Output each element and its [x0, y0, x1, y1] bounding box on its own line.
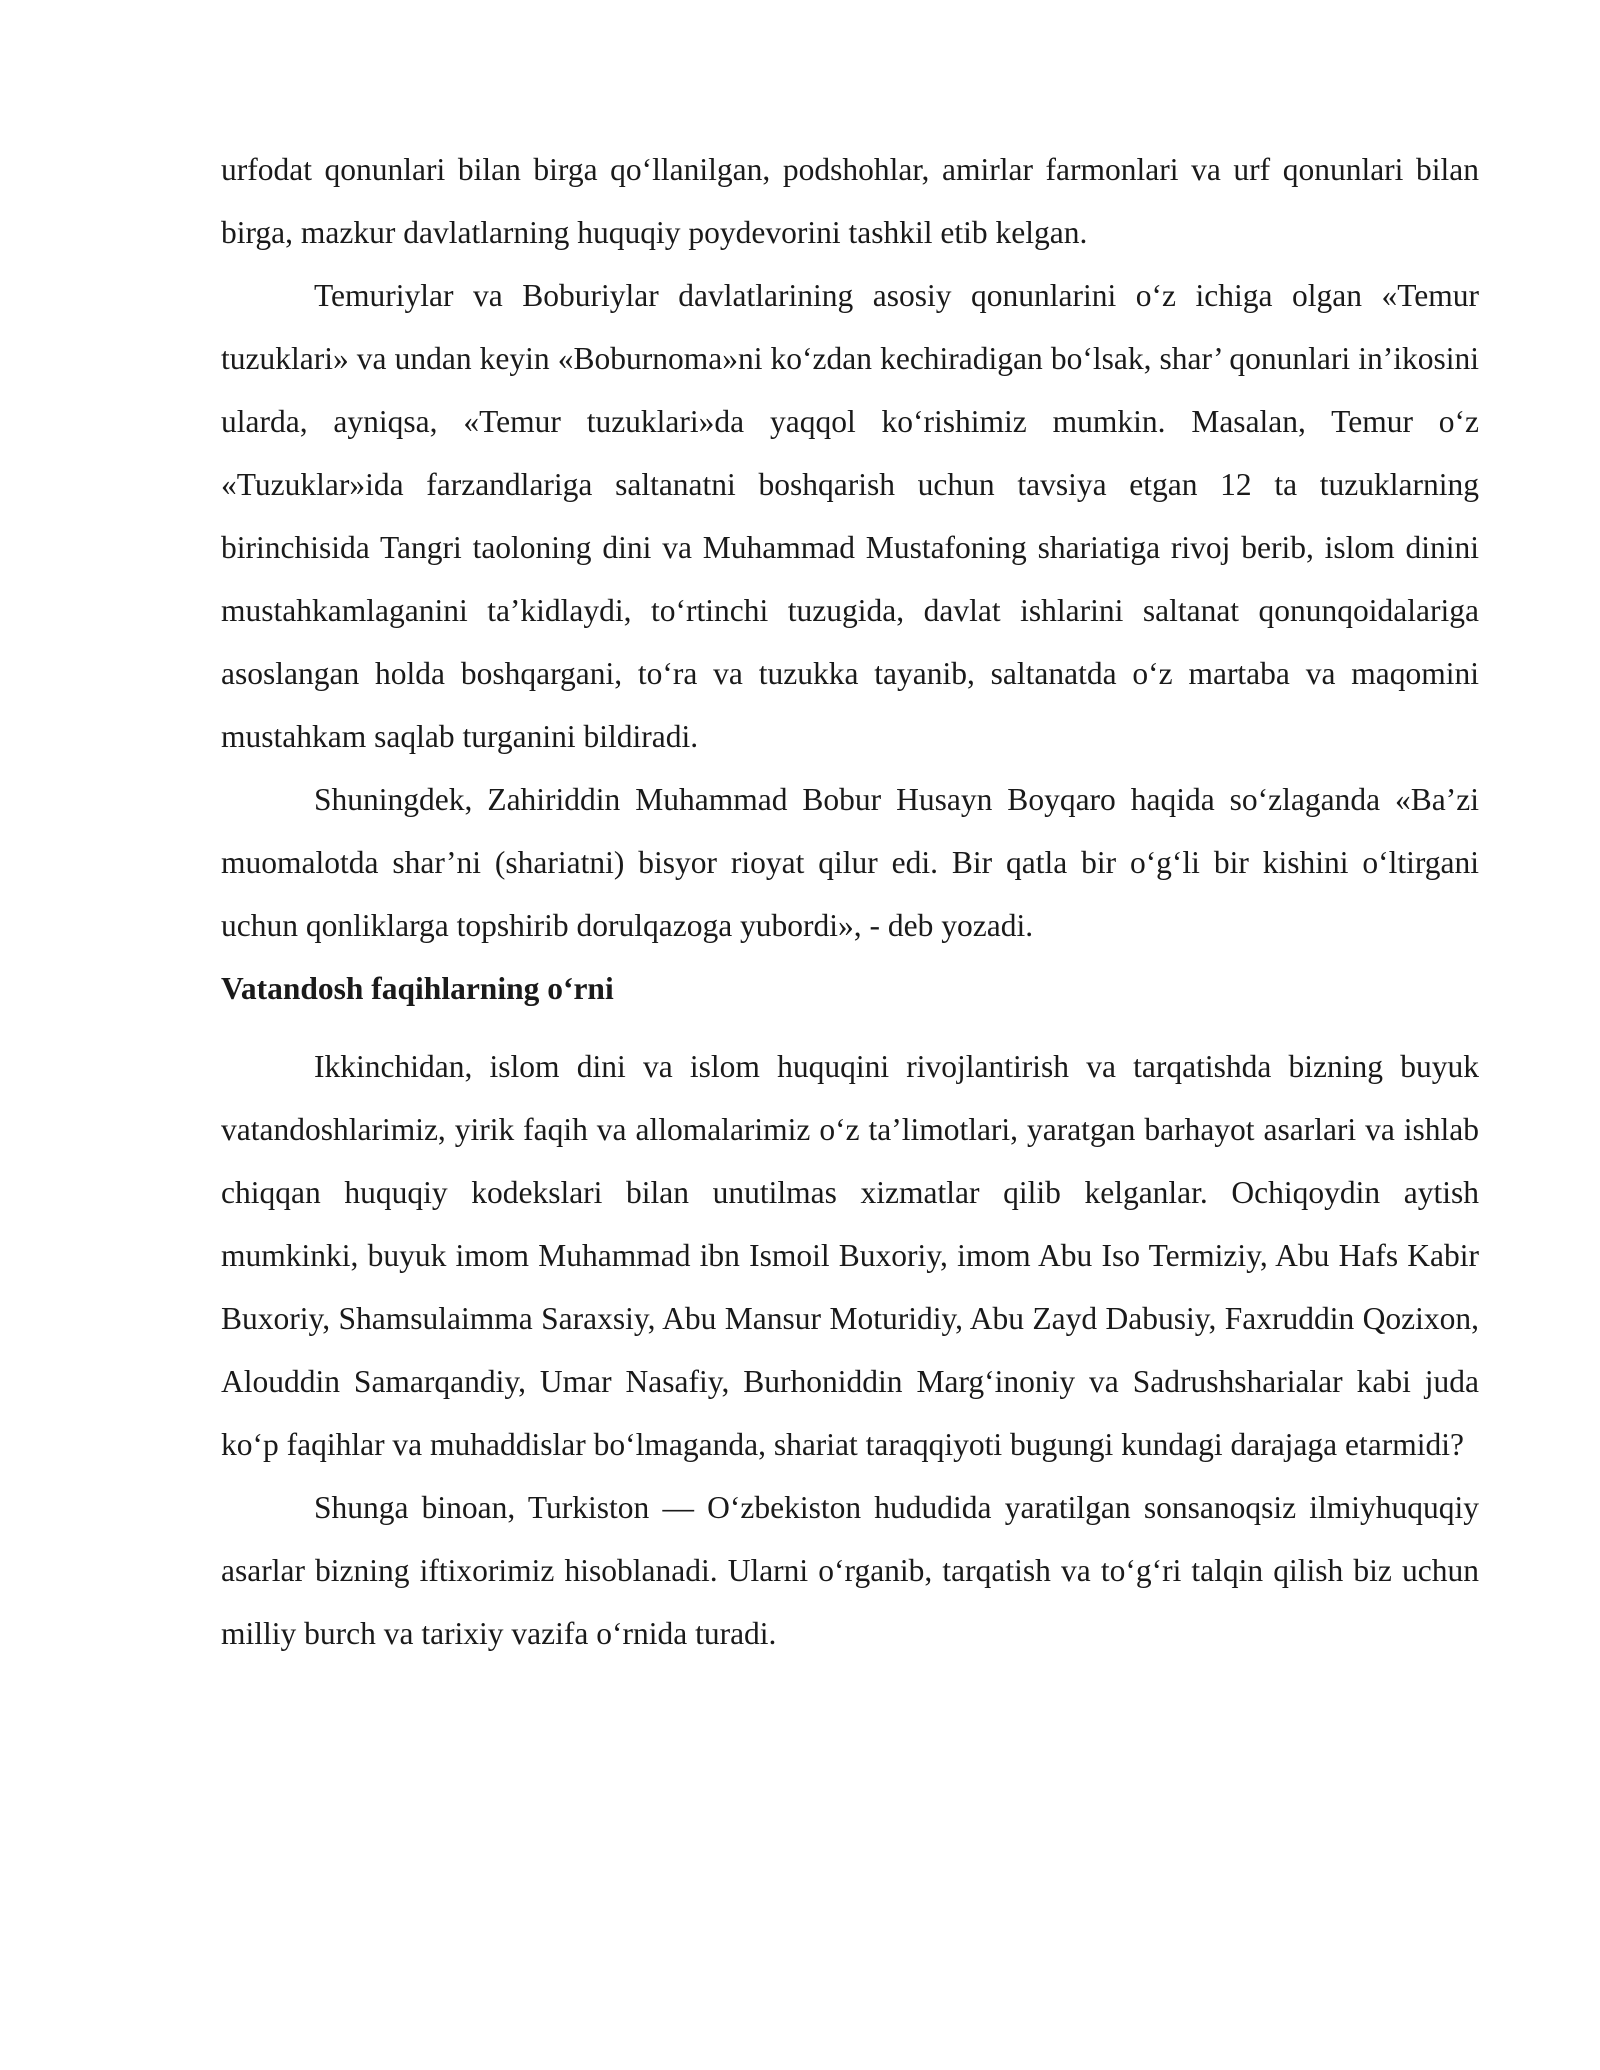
- paragraph-4: Ikkinchidan, islom dini va islom huquqini rivojlantirish va tarqatishda bizning buyuk vatandoshlarimiz, yirik faqih va allomalarimiz o‘z ta’limotlari, yaratgan barhayot asarlari va ishlab chiqqan huquqiy kodekslari bilan unutilmas xizmatlar qilib kelganlar. Ochiqoydin aytish mumkinki, buyuk imom Muhammad ibn Ismoil Buxoriy, imom Abu Iso Termiziy, Abu Hafs Kabir Buxoriy, Shamsulaimma Saraxsiy, Abu Mansur Moturidiy, Abu Zayd Dabusiy, Faxruddin Qozixon, Alouddin Samarqandiy, Umar Nasafiy, Burhoniddin Marg‘inoniy va Sadrushsharialar kabi juda ko‘p faqihlar va muhaddislar bo‘lmaganda, shariat taraqqiyoti bugungi kundagi darajaga etarmidi?: [221, 1049, 1479, 1462]
- paragraph-3: Shuningdek, Zahiriddin Muhammad Bobur Husayn Boyqaro haqida so‘zlaganda «Ba’zi muomalotda shar’ni (shariatni) bisyor rioyat qilur edi. Bir qatla bir o‘g‘li bir kishini o‘ltirgani uchun qonliklarga topshirib dorulqazoga yubordi», - deb yozadi.: [221, 782, 1479, 943]
- document-body: [221, 138, 1479, 1665]
- paragraph-5: Shunga binoan, Turkiston — O‘zbekiston hududida yaratilgan sonsanoqsiz ilmiyhuquqiy asarlar bizning iftixorimiz hisoblanadi. Ularni o‘rganib, tarqatish va to‘g‘ri talqin qilish biz uchun milliy burch va tarixiy vazifa o‘rnida turadi.: [221, 1490, 1479, 1651]
- paragraph-1: urfodat qonunlari bilan birga qo‘llanilgan, podshohlar, amirlar farmonlari va urf qonunlari bilan birga, mazkur davlatlarning huquqiy poydevorini tashkil etib kelgan.: [221, 152, 1479, 250]
- paragraph-2: Temuriylar va Boburiylar davlatlarining asosiy qonunlarini o‘z ichiga olgan «Temur tuzuklari» va undan keyin «Boburnoma»ni ko‘zdan kechiradigan bo‘lsak, shar’ qonunlari in’ikosini ularda, ayniqsa, «Temur tuzuklari»da yaqqol ko‘rishimiz mumkin. Masalan, Temur o‘z «Tuzuklar»ida farzandlariga saltanatni boshqarish uchun tavsiya etgan 12 ta tuzuklarning birinchisida Tangri taoloning dini va Muhammad Mustafoning shariatiga rivoj berib, islom dinini mustahkamlaganini ta’kidlaydi, to‘rtinchi tuzugida, davlat ishlarini saltanat qonunqoidalariga asoslangan holda boshqargani, to‘ra va tuzukka tayanib, saltanatda o‘z martaba va maqomini mustahkam saqlab turganini bildiradi.: [221, 278, 1479, 754]
- section-heading: Vatandosh faqihlarning o‘rni: [221, 971, 614, 1006]
